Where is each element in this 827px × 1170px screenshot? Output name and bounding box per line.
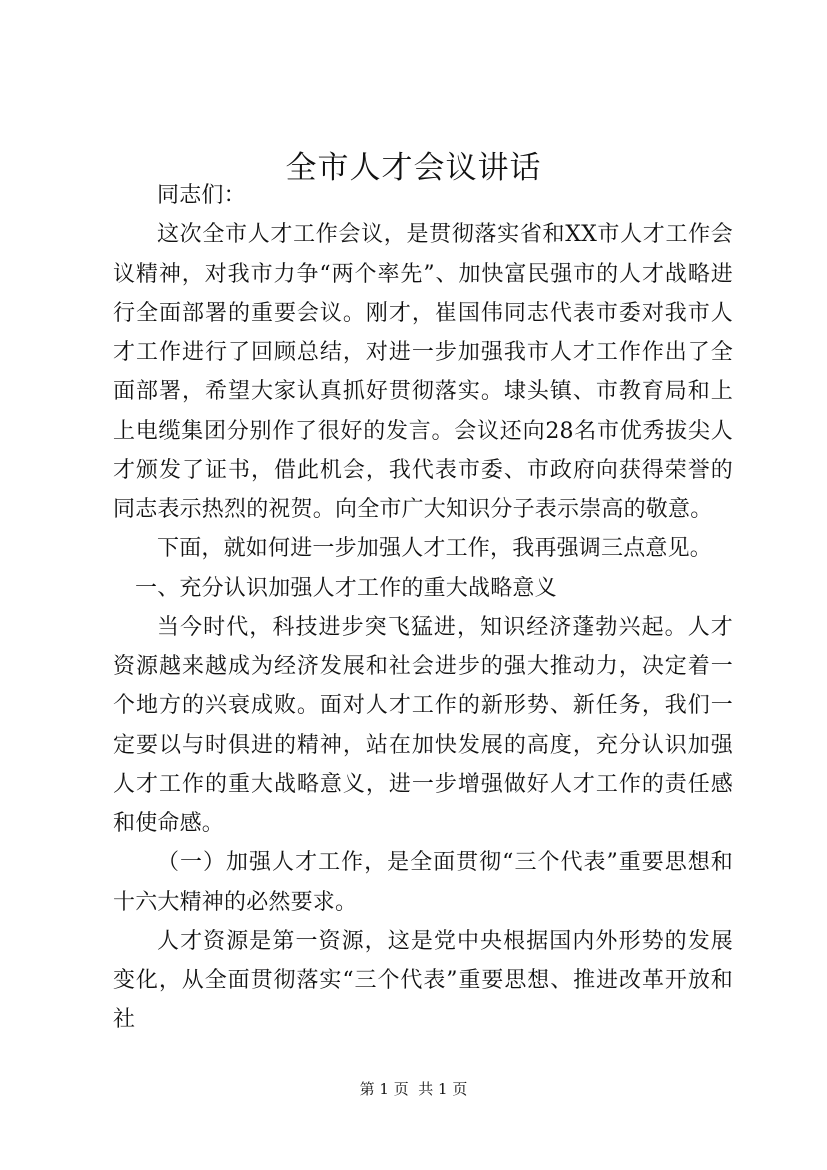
- paragraph-opening: 这次全市人才工作会议，是贯彻落实省和XX市人才工作会议精神，对我市力争“两个率先”、加快富民强市的人才战略进行全面部署的重要会议。刚才，崔国伟同志代表市委对我市人才工作进行了回顾总结，对进一步加强我市人才工作作出了全面部署，希望大家认真抓好贯彻落实。埭头镇、市教育局和上上电缆集团分别作了很好的发言。会议还向28名市优秀拔尖人才颁发了证书，借此机会，我代表市委、市政府向获得荣誉的同志表示热烈的祝贺。向全市广大知识分子表示崇高的敬意。: [113, 222, 733, 522]
- section-heading-1: 一、充分认识加强人才工作的重大战略意义: [135, 575, 557, 601]
- paragraph-subsection-1: 人才资源是第一资源，这是党中央根据国内外形势的发展变化，从全面贯彻落实“三个代表”重要思想、推进改革开放和社: [113, 928, 733, 1033]
- paragraph-section-1: 当今时代，科技进步突飞猛进，知识经济蓬勃兴起。人才资源越来越成为经济发展和社会进步的强大推动力，决定着一个地方的兴衰成败。面对人才工作的新形势、新任务，我们一定要以与时俱进的精神，站在加快发展的高度，充分认识加强人才工作的重大战略意义，进一步增强做好人才工作的责任感和使命感。: [113, 614, 733, 836]
- document-body: [113, 168, 733, 1040]
- page-footer: [0, 1079, 827, 1099]
- paragraph-transition: 下面，就如何进一步加强人才工作，我再强调三点意见。: [157, 536, 713, 562]
- page-number-label: 第 1 页 共 1 页: [359, 1080, 468, 1098]
- greeting: 同志们：: [157, 183, 246, 208]
- document-title: 全市人才会议讲话: [285, 150, 542, 186]
- subsection-heading-1: （一）加强人才工作，是全面贯彻“三个代表”重要思想和十六大精神的必然要求。: [113, 850, 733, 915]
